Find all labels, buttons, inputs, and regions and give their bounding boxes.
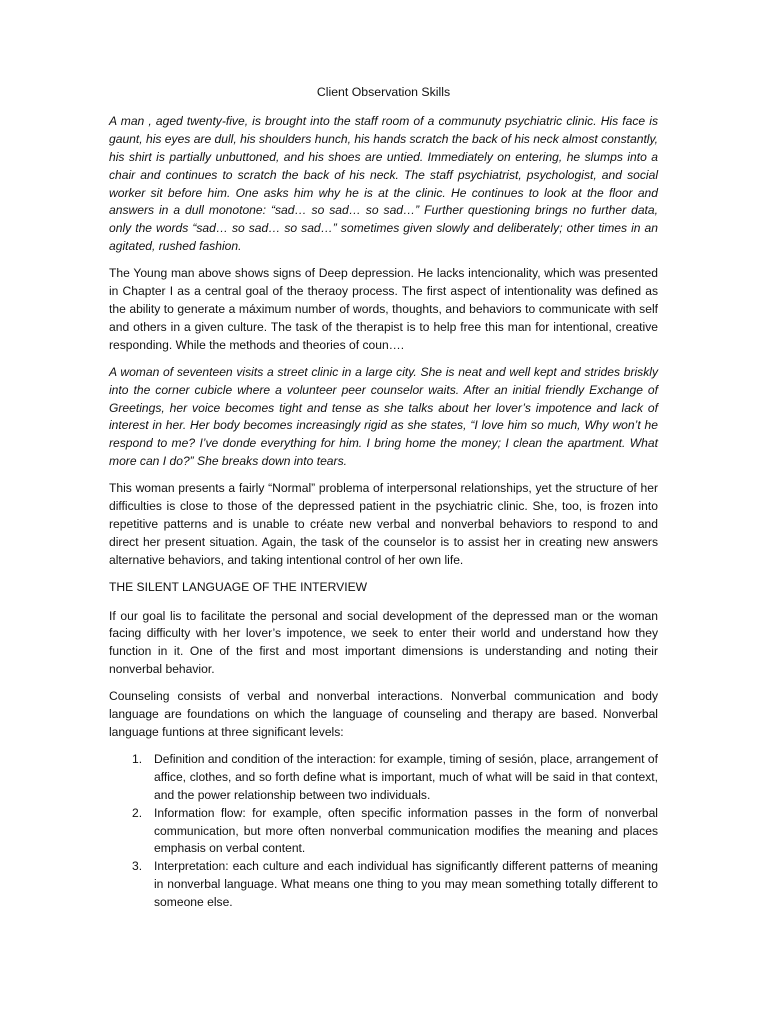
list-item-text: Information flow: for example, often specific information passes in the form of nonverbal communication, but more often nonverbal communication modifies the meaning and places emphasis on verbal content. xyxy=(154,805,658,856)
levels-list xyxy=(109,751,658,912)
list-item-number: 3. xyxy=(132,859,143,874)
list-item xyxy=(109,805,658,859)
list-item xyxy=(109,751,658,805)
list-item-text: Definition and condition of the interaction: for example, timing of sesión, place, arrangement of affice, clothes, and so forth define what is important, much of what will be said in that context, and the power relationship between two individuals. xyxy=(154,751,658,802)
section-paragraph-goal: If our goal lis to facilitate the personal and social development of the depressed man or the woman facing difficulty with her lover’s impotence, we seek to enter their world and understand how they function in it. One of the first and most important dimensions is understanding and noting their nonverbal behavior. xyxy=(109,608,658,677)
list-item-number: 2. xyxy=(132,805,143,820)
case-paragraph-woman: A woman of seventeen visits a street clinic in a large city. She is neat and well kept and strides briskly into the corner cubicle where a volunteer peer counselor waits. After an initial friendly Exchange of Greetings, her voice becomes tight and tense as she talks about her lover’s impotence and lack of interest in her. Her body becomes increasingly rigid as she states, “I love him so much, Why won’t he respond to me? I’ve donde everything for him. I bring home the money; I clean the apartment. What more can I do?” She breaks down into tears. xyxy=(109,364,658,469)
list-item-text: Interpretation: each culture and each individual has significantly different patterns of meaning in nonverbal language. What means one thing to you may mean something totally different to someone else. xyxy=(154,859,658,910)
section-paragraph-counseling: Counseling consists of verbal and nonverbal interactions. Nonverbal communication and body language are foundations on which the language of counseling and therapy are based. Nonverbal language funtions at three significant levels: xyxy=(109,689,658,739)
analysis-paragraph-woman: This woman presents a fairly “Normal” problema of interpersonal relationships, yet the structure of her difficulties is close to those of the depressed patient in the psychiatric clinic. She, too, is frozen into repetitive patterns and is unable to créate new verbal and nonverbal behaviors to respond to and direct her present situation. Again, the task of the counselor is to assist her in creating new answers alternative behaviors, and taking intentional control of her own life. xyxy=(109,481,658,567)
analysis-paragraph-man: The Young man above shows signs of Deep depression. He lacks intencionality, which was presented in Chapter I as a central goal of the theraoy process. The first aspect of intentionality was defined as the ability to generate a máximum number of words, thoughts, and behaviors to communicate with self and others in a given culture. The task of the therapist is to help free this man for intentional, creative responding. While the methods and theories of coun…. xyxy=(109,266,658,352)
list-item xyxy=(109,858,658,912)
list-item-number: 1. xyxy=(132,751,143,766)
section-heading: THE SILENT LANGUAGE OF THE INTERVIEW xyxy=(109,579,368,594)
document-page xyxy=(109,84,658,912)
case-paragraph-man: A man , aged twenty-five, is brought into the staff room of a communuty psychiatric clinic. His face is gaunt, his eyes are dull, his shoulders hunch, his hands scratch the back of his neck almost constantly, his shirt is partially unbuttoned, and his shoes are untied. Immediately on entering, he slumps into a chair and continues to scratch the back of his neck. The staff psychiatrist, psychologist, and social worker sit before him. One asks him why he is at the clinic. He continues to look at the floor and answers in a dull monotone: “sad… so sad… so sad…” Further questioning brings no further data, only the words “sad… so sad… so sad…” sometimes given slowly and deliberately; other times in an agitated, rushed fashion. xyxy=(109,113,658,254)
document-title: Client Observation Skills xyxy=(316,85,451,99)
